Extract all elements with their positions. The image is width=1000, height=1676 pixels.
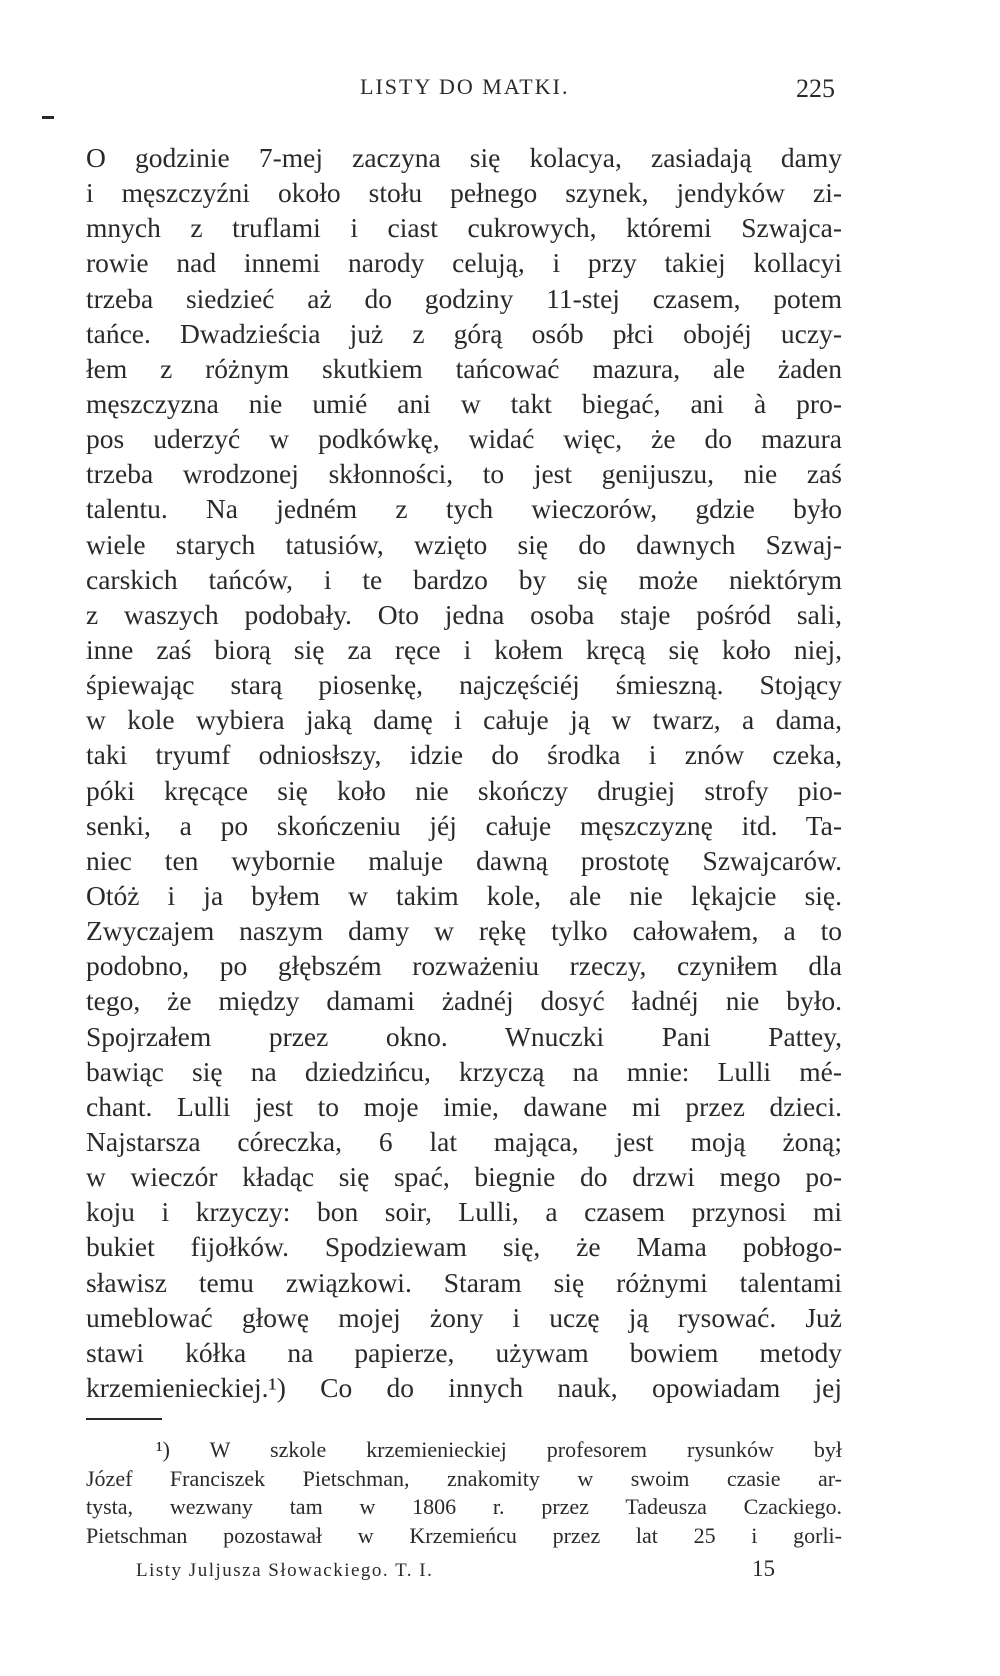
text-line: Najstarsza córeczka, 6 lat mająca, jest moją żoną; (86, 1125, 842, 1157)
text-line: trzeba wrodzonej skłonności, to jest genijuszu, nie zaś (86, 458, 842, 490)
text-line: carskich tańców, i te bardzo by się może niektórym (86, 563, 842, 595)
text-line: tego, że między damami żadnéj dosyć ładnéj nie było. (86, 985, 842, 1017)
footnote-line: ¹) W szkole krzemienieckiej profesorem rysunków był (156, 1437, 842, 1462)
text-line: inne zaś biorą się za ręce i kołem kręcą się koło niej, (86, 633, 842, 665)
printer-signature (0, 1556, 1000, 1590)
text-line: bukiet fijołków. Spodziewam się, że Mama pobłogo- (86, 1231, 842, 1263)
text-line: umeblować głowę mojej żony i uczę ją rysować. Już (86, 1301, 842, 1333)
text-line: koju i krzyczy: bon soir, Lulli, a czasem przynosi mi (86, 1196, 842, 1228)
text-line: rowie nad innemi narody celują, i przy takiej kollacyi (86, 247, 842, 279)
text-line: pos uderzyć w podkówkę, widać więc, że do mazura (86, 423, 842, 455)
text-line: póki kręcące się koło nie skończy drugiej strofy pio- (86, 774, 842, 806)
signature-number: 15 (752, 1556, 775, 1581)
text-line: taki tryumf odniosłszy, idzie do środka i znów czeka, (86, 739, 842, 771)
text-line: śpiewając starą piosenkę, najczęściéj śmieszną. Stojący (86, 669, 842, 701)
text-line: trzeba siedzieć aż do godziny 11-stej czasem, potem (86, 282, 842, 314)
text-line: łem z różnym skutkiem tańcować mazura, ale żaden (86, 352, 842, 384)
text-line: talentu. Na jedném z tych wieczorów, gdzie było (86, 493, 842, 525)
margin-mark (42, 116, 54, 119)
text-line: bawiąc się na dziedzińcu, krzyczą na mnie: Lulli mé- (86, 1055, 842, 1087)
signature-text: Listy Juljusza Słowackiego. T. I. (136, 1560, 434, 1581)
page-number: 225 (796, 74, 835, 103)
text-line: senki, a po skończeniu jéj całuje męszczyznę itd. Ta- (86, 809, 842, 841)
text-line: krzemienieckiej.¹) Co do innych nauk, opowiadam jej (86, 1371, 842, 1403)
footnote-line: Józef Franciszek Pietschman, znakomity w swoim czasie ar- (86, 1465, 842, 1491)
text-line: O godzinie 7-mej zaczyna się kolacya, zasiadają damy (86, 142, 842, 173)
text-line: i męszczyźni około stołu pełnego szynek, jendyków zi- (86, 177, 842, 209)
footnote-divider (86, 1418, 162, 1420)
footnote (86, 1436, 842, 1550)
text-line: mnych z truflami i ciast cukrowych, któremi Szwajca- (86, 212, 842, 244)
text-line: w kole wybiera jaką damę i całuje ją w twarz, a dama, (86, 704, 842, 736)
text-line: podobno, po głębszém rozważeniu rzeczy, czyniłem dla (86, 950, 842, 982)
text-line: z waszych podobały. Oto jedna osoba staje pośród sali, (86, 598, 842, 630)
text-line: chant. Lulli jest to moje imie, dawane mi przez dzieci. (86, 1090, 842, 1122)
running-title: LISTY DO MATKI. (360, 74, 570, 99)
text-line: sławisz temu związkowi. Staram się różnymi talentami (86, 1266, 842, 1298)
body-text (86, 140, 842, 1405)
footnote-line: Pietschman pozostawał w Krzemieńcu przez lat 25 i gorli- (86, 1522, 842, 1548)
text-line: Otóż i ja byłem w takim kole, ale nie lękajcie się. (86, 879, 842, 911)
page-header (0, 68, 1000, 108)
text-line: męszczyzna nie umié ani w takt biegać, ani à pro- (86, 387, 842, 419)
text-line: stawi kółka na papierze, używam bowiem metody (86, 1336, 842, 1368)
text-line: niec ten wybornie maluje dawną prostotę Szwajcarów. (86, 844, 842, 876)
text-line: Spojrzałem przez okno. Wnuczki Pani Pattey, (86, 1020, 842, 1052)
text-line: wiele starych tatusiów, wzięto się do dawnych Szwaj- (86, 528, 842, 560)
text-line: tańce. Dwadzieścia już z górą osób płci obojéj uczy- (86, 317, 842, 349)
footnote-line: tysta, wezwany tam w 1806 r. przez Tadeusza Czackiego. (86, 1494, 842, 1519)
text-line: w wieczór kładąc się spać, biegnie do drzwi mego po- (86, 1161, 842, 1193)
text-line: Zwyczajem naszym damy w rękę tylko całowałem, a to (86, 915, 842, 947)
